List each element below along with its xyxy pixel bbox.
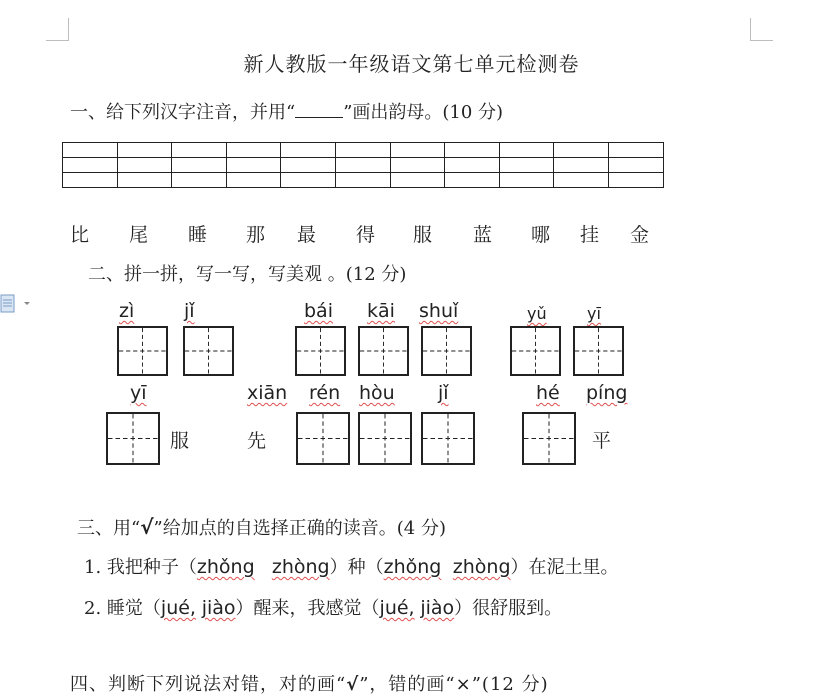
pinyin-option[interactable]: jiào	[201, 597, 236, 619]
pinyin-option[interactable]: zhòng	[452, 556, 511, 578]
tianzige-guides	[360, 414, 410, 463]
section1-character: 蓝	[473, 224, 493, 246]
tianzige-box[interactable]	[421, 412, 475, 465]
section1-heading	[70, 98, 503, 124]
section3-item-1	[84, 553, 619, 579]
section1-character: 那	[246, 224, 266, 246]
tianzige-box[interactable]	[510, 326, 561, 376]
item-number: 1.	[84, 557, 102, 578]
section1-character: 金	[630, 224, 650, 246]
item-number: 2.	[84, 598, 102, 619]
tianzige-guides	[108, 414, 158, 463]
pinyin-option[interactable]: zhòng	[271, 556, 330, 578]
section4-heading-pre: 四、判断下列说法对错，对的画“	[70, 674, 347, 695]
pinyin-option[interactable]: zhǒng	[383, 556, 442, 578]
pinyin-writing-grid	[62, 142, 664, 188]
tianzige-box[interactable]	[573, 326, 624, 376]
tianzige-guides	[423, 414, 473, 463]
section1-heading-post: ”画出韵母。(10 分)	[343, 102, 504, 123]
cross-mark: ×	[455, 674, 472, 695]
tianzige-box[interactable]	[106, 412, 160, 465]
item-text: ）种（	[329, 557, 384, 578]
pinyin-label: hé	[536, 382, 560, 404]
pinyin-label: yī	[587, 304, 601, 323]
page-corner-top-right	[750, 18, 773, 41]
pinyin-label: zì	[119, 300, 135, 322]
tianzige-guides	[119, 328, 166, 374]
pinyin-label: rén	[309, 382, 341, 404]
section2-heading: 二、拼一拼，写一写，写美观 。(12 分)	[88, 264, 407, 285]
grid-row	[63, 173, 664, 188]
page-corner-top-left	[46, 18, 69, 41]
pinyin-label: píng	[586, 382, 628, 404]
section1-character: 哪	[531, 224, 551, 246]
section4-heading-post: ”(12 分)	[471, 674, 549, 695]
check-mark: √	[346, 674, 360, 695]
character-label: 先	[247, 430, 267, 452]
tianzige-box[interactable]	[296, 412, 350, 465]
pinyin-option[interactable]: jué,	[160, 597, 196, 619]
pinyin-label: hòu	[359, 382, 395, 404]
character-label: 服	[170, 430, 190, 452]
section1-character: 睡	[188, 224, 208, 246]
section1-character: 挂	[580, 224, 600, 246]
section1-character: 最	[297, 224, 317, 246]
pinyin-option[interactable]: jué,	[379, 597, 415, 619]
tianzige-box[interactable]	[117, 326, 168, 376]
pinyin-option[interactable]: jiào	[420, 597, 455, 619]
pinyin-label: jǐ	[438, 382, 449, 404]
underline-blank	[295, 103, 343, 118]
check-mark: √	[140, 515, 154, 539]
item-text: ）很舒服到。	[454, 598, 563, 619]
tianzige-box[interactable]	[522, 412, 576, 465]
tianzige-guides	[512, 328, 559, 374]
item-text: 睡觉（	[106, 598, 161, 619]
tianzige-box[interactable]	[358, 412, 412, 465]
section1-character: 比	[70, 224, 90, 246]
item-text: ）在泥土里。	[510, 557, 619, 578]
tianzige-guides	[524, 414, 574, 463]
pinyin-label: yī	[130, 382, 147, 404]
pinyin-label: xiān	[247, 382, 288, 404]
tianzige-guides	[185, 328, 232, 374]
pinyin-label: kāi	[367, 300, 395, 322]
section1-character: 尾	[129, 224, 149, 246]
tianzige-guides	[575, 328, 622, 374]
document-options-icon[interactable]	[0, 294, 16, 314]
section4-heading	[70, 670, 549, 696]
section3-heading	[77, 514, 446, 540]
item-text: ）醒来，我感觉（	[235, 598, 380, 619]
pinyin-label: yǔ	[527, 304, 547, 323]
tianzige-box[interactable]	[183, 326, 234, 376]
tianzige-box[interactable]	[358, 326, 409, 376]
character-label: 平	[592, 430, 612, 452]
section1-character: 服	[413, 224, 433, 246]
section3-heading-pre: 三、用“	[77, 518, 141, 539]
pinyin-label: shuǐ	[419, 300, 459, 322]
section4-heading-mid: ”，错的画“	[359, 674, 456, 695]
grid-row	[63, 158, 664, 173]
tianzige-guides	[423, 328, 470, 374]
pinyin-option[interactable]: zhǒng	[196, 556, 255, 578]
section1-heading-pre: 一、给下列汉字注音，并用“	[70, 102, 296, 123]
tianzige-guides	[360, 328, 407, 374]
page-title: 新人教版一年级语文第七单元检测卷	[243, 52, 580, 76]
section1-character: 得	[356, 224, 376, 246]
tianzige-guides	[297, 328, 344, 374]
item-text: 我把种子（	[106, 557, 197, 578]
section3-item-2	[84, 594, 562, 620]
tianzige-box[interactable]	[421, 326, 472, 376]
grid-row	[63, 143, 664, 158]
tianzige-box[interactable]	[295, 326, 346, 376]
tianzige-guides	[298, 414, 348, 463]
pinyin-label: jǐ	[184, 300, 195, 322]
section3-heading-post: ”给加点的自选择正确的读音。(4 分)	[153, 518, 446, 539]
pinyin-label: bái	[304, 300, 333, 322]
